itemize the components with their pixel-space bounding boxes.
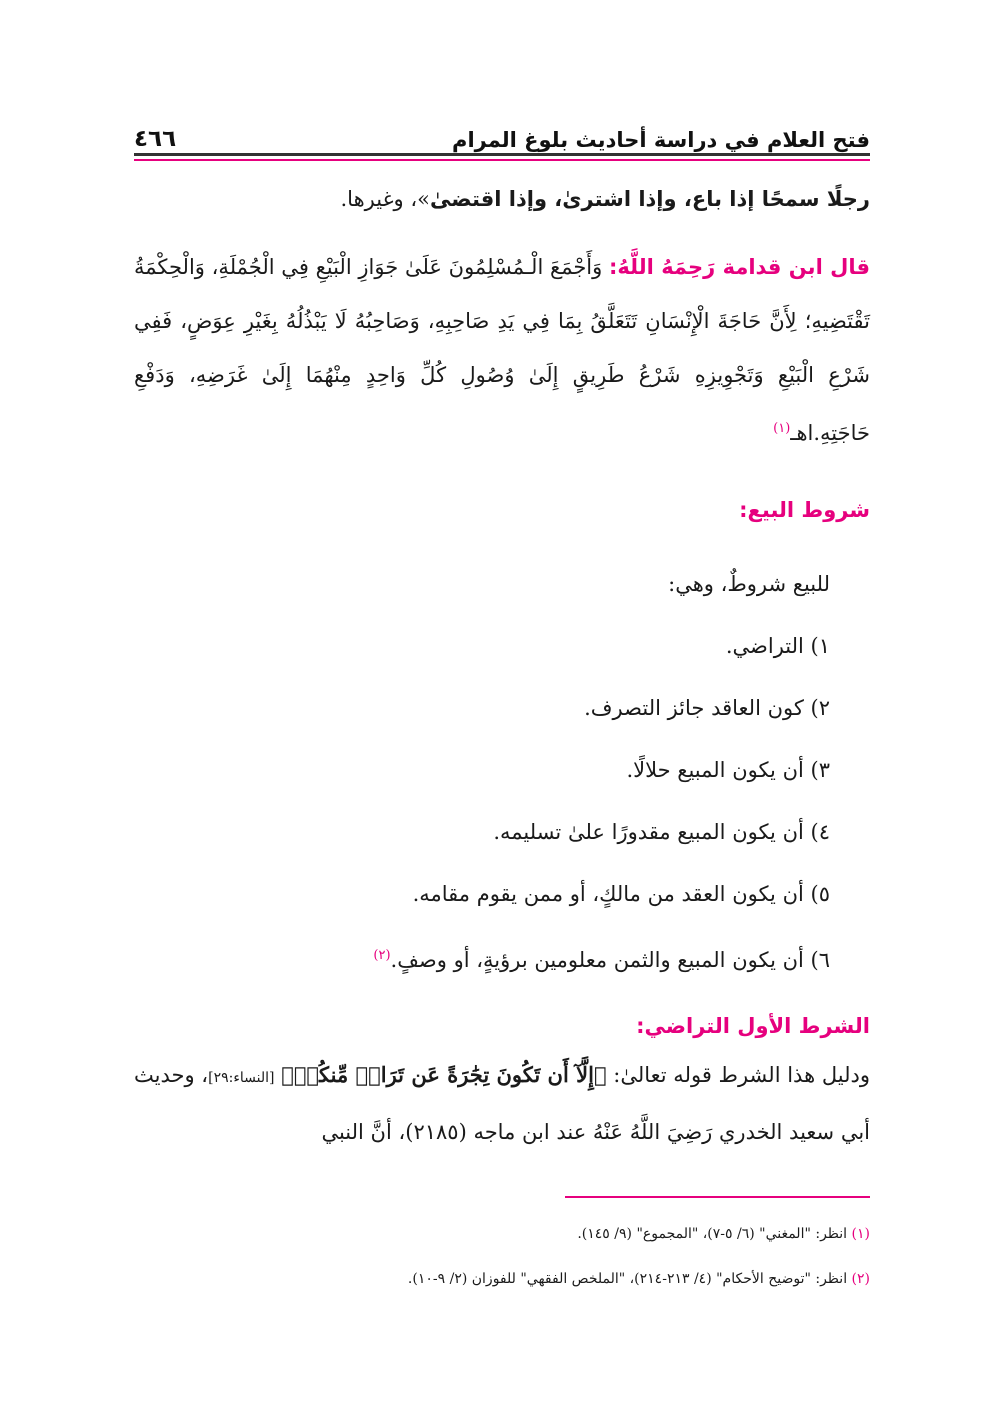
intro-paragraph bbox=[134, 172, 870, 226]
footnote-number: (٢) bbox=[851, 1271, 870, 1287]
footnote-text: انظر: "المغني" (٦/ ٥-٧)، "المجموع" (٩/ ١٤٥). bbox=[577, 1226, 848, 1242]
quran-verse: ﴿إِلَّآ أَن تَكُونَ تِجَٰرَةً عَن تَرَاضٖ مِّنكُمۡ﴾ bbox=[281, 1062, 607, 1087]
hadith-text: رجلًا سمحًا إذا باع، وإذا اشترىٰ، وإذا اقتضىٰ bbox=[430, 187, 870, 211]
condition-item: ٥) أن يكون العقد من مالكٍ، أو ممن يقوم مقامه. bbox=[412, 882, 830, 906]
footnote-number: (١) bbox=[851, 1226, 870, 1242]
section-heading-first-condition: الشرط الأول التراضي: bbox=[636, 1014, 870, 1038]
conditions-intro: للبيع شروطٌ، وهي: bbox=[668, 572, 830, 596]
footnote-separator bbox=[565, 1196, 870, 1198]
footnote-text: انظر: "توضيح الأحكام" (٤/ ٢١٣-٢١٤)، "الملخص الفقهي" للفوزان (٢/ ٩-١٠). bbox=[407, 1271, 848, 1287]
book-title: فتح العلام في دراسة أحاديث بلوغ المرام bbox=[452, 128, 870, 152]
condition-item-last bbox=[170, 925, 830, 991]
evidence-lead: ودليل هذا الشرط قوله تعالىٰ: bbox=[613, 1063, 870, 1087]
condition-item: ٢) كون العاقد جائز التصرف. bbox=[584, 696, 830, 720]
page-number: ٤٦٦ bbox=[134, 126, 177, 152]
running-header bbox=[134, 118, 870, 152]
intro-rest: »، وغيرها. bbox=[340, 187, 430, 211]
header-rule-accent bbox=[134, 159, 870, 161]
conditions-list bbox=[170, 553, 870, 991]
evidence-rest: ، وحديث أبي سعيد الخدري رَضِيَ اللَّهُ عَنْهُ عند ابن ماجه (٢١٨٥)، أنَّ النبي bbox=[134, 1063, 870, 1144]
footnote-ref-1[interactable]: (١) bbox=[773, 421, 791, 436]
quote-speaker: قال ابن قدامة رَحِمَهُ اللَّهُ: bbox=[609, 255, 870, 279]
footnote-1 bbox=[577, 1226, 870, 1242]
section-heading-conditions: شروط البيع: bbox=[739, 498, 870, 522]
condition-item: ١) التراضي. bbox=[725, 634, 830, 658]
evidence-paragraph bbox=[134, 1048, 870, 1159]
quote-text: وَأَجْمَعَ الْـمُسْلِمُونَ عَلَىٰ جَوَازِ الْبَيْعِ فِي الْجُمْلَةِ، وَالْحِكْمَةُ تَقْتَضِيهِ؛ لِأَنَّ حَاجَةَ الْإِنْسَانِ تَتَعَلَّقُ بِمَا فِي يَدِ صَاحِبِهِ، وَصَاحِبُهُ لَا يَبْذُلُهُ بِغَيْرِ عِوَضٍ، فَفِي شَرْعِ الْبَيْعِ وَتَجْوِيزِهِ شَرْعُ طَرِيقٍ إِلَىٰ وُصُولِ كُلِّ وَاحِدٍ مِنْهُمَا إِلَىٰ غَرَضِهِ، وَدَفْعِ حَاجَتِهِ.اهـ bbox=[134, 255, 870, 445]
footnote-2 bbox=[408, 1271, 870, 1287]
condition-item: ٤) أن يكون المبيع مقدورًا علىٰ تسليمه. bbox=[493, 820, 830, 844]
quote-paragraph bbox=[134, 240, 870, 460]
header-rule-thick bbox=[134, 153, 870, 156]
verse-reference: [النساء:٢٩] bbox=[208, 1070, 275, 1086]
condition-item-text: ٦) أن يكون المبيع والثمن معلومين برؤيةٍ، أو وصفٍ. bbox=[390, 948, 830, 972]
condition-item: ٣) أن يكون المبيع حلالًا. bbox=[626, 758, 830, 782]
footnote-ref-2[interactable]: (٢) bbox=[373, 948, 391, 963]
